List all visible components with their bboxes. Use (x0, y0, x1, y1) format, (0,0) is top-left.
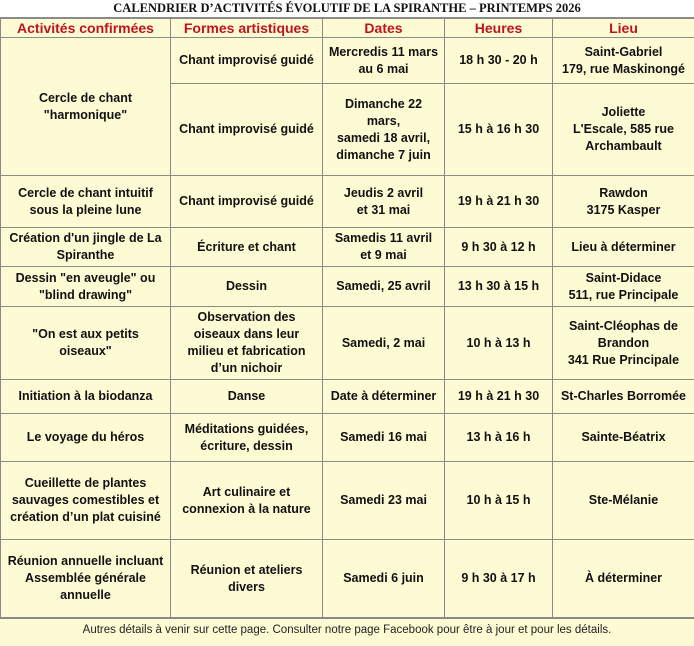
activity-cell (1, 540, 171, 618)
location-cell-line: Archambault (585, 139, 662, 153)
activity-cell-line: annuelle (60, 588, 111, 602)
activity-cell (1, 307, 171, 380)
table-row (1, 414, 694, 462)
activity-cell (1, 380, 171, 414)
header-lieu: Lieu (553, 19, 694, 38)
activity-cell-line: Cercle de chant (38, 90, 133, 105)
location-cell-line: 341 Rue Principale (567, 352, 680, 367)
location-cell (553, 414, 694, 462)
activity-cell-line: Initiation à la biodanza (18, 389, 153, 403)
hours-cell: 19 h à 21 h 30 (445, 380, 553, 414)
hours-cell: 10 h à 15 h (445, 462, 553, 540)
dates-cell (323, 462, 445, 540)
table-body (1, 38, 694, 618)
location-cell-line: St-Charles Borromée (560, 389, 687, 403)
table-row (1, 176, 694, 228)
table-row (1, 540, 694, 618)
header-heures: Heures (445, 19, 553, 38)
form-cell-line: d’un nichoir (210, 361, 283, 375)
location-cell-line: 3175 Kasper (586, 202, 661, 217)
hours-cell: 15 h à 16 h 30 (445, 84, 553, 176)
activity-cell-line: Spiranthe (56, 248, 115, 262)
form-cell-line: Dessin (226, 279, 267, 293)
form-cell-line: connexion à la nature (182, 501, 311, 516)
location-cell-line: Lieu à déterminer (571, 239, 676, 254)
dates-cell-line: Date à déterminer (330, 389, 437, 403)
location-cell-line: Sainte-Béatrix (581, 430, 666, 444)
activity-cell-line: "blind drawing" (38, 287, 133, 302)
location-cell (553, 84, 694, 176)
table-row (1, 307, 694, 380)
activity-cell (1, 228, 171, 267)
dates-cell-line: Samedis 11 avril (334, 231, 433, 245)
form-cell (171, 228, 323, 267)
location-cell (553, 462, 694, 540)
location-cell-line: Ste-Mélanie (588, 493, 659, 507)
hours-cell: 9 h 30 à 12 h (445, 228, 553, 267)
location-cell-line: L'Escale, 585 rue (573, 122, 674, 136)
dates-cell-line: dimanche 7 juin (336, 147, 431, 162)
dates-cell (323, 38, 445, 84)
dates-cell-line: Mercredis 11 mars (328, 44, 439, 59)
form-cell (171, 38, 323, 84)
location-cell (553, 267, 694, 307)
header-row (1, 19, 694, 38)
dates-cell (323, 267, 445, 307)
form-cell-line: Danse (227, 389, 266, 403)
form-cell-line: divers (228, 579, 265, 594)
activity-cell (1, 267, 171, 307)
hours-cell: 13 h 30 à 15 h (445, 267, 553, 307)
dates-cell-line: samedi 18 avril, (336, 130, 431, 145)
form-cell-line: Écriture et chant (197, 239, 296, 254)
hours-cell: 10 h à 13 h (445, 307, 553, 380)
activity-cell (1, 414, 171, 462)
dates-cell (323, 540, 445, 618)
activity-cell-line: sous la pleine lune (29, 202, 142, 217)
form-cell-line: Art culinaire et (202, 484, 291, 499)
form-cell (171, 414, 323, 462)
dates-cell (323, 176, 445, 228)
header-dates: Dates (323, 19, 445, 38)
activity-cell (1, 462, 171, 540)
form-cell (171, 380, 323, 414)
form-cell-line: Chant improvisé guidé (179, 194, 314, 208)
dates-cell-line: Samedi, 25 avril (336, 279, 431, 293)
dates-cell (323, 380, 445, 414)
activity-cell-line: Le voyage du héros (26, 430, 145, 444)
form-cell (171, 267, 323, 307)
location-cell (553, 38, 694, 84)
dates-cell-line: et 31 mai (356, 202, 411, 217)
form-cell (171, 307, 323, 380)
page-title: CALENDRIER D’ACTIVITÉS ÉVOLUTIF DE LA SPIRANTHE – PRINTEMPS 2026 (0, 0, 694, 18)
table-row (1, 462, 694, 540)
dates-cell (323, 84, 445, 176)
activity-cell-line: "harmonique" (43, 107, 128, 122)
dates-cell-line: Dimanche 22 (344, 96, 423, 111)
form-cell (171, 462, 323, 540)
form-cell-line: Chant improvisé guidé (179, 122, 314, 136)
activity-cell-line: Dessin "en aveugle" ou (15, 270, 156, 285)
location-cell-line: 511, rue Principale (568, 287, 679, 302)
activity-cell-line: "On est aux petits (32, 327, 139, 341)
location-cell (553, 307, 694, 380)
form-cell-line: Observation des (197, 310, 296, 324)
activity-cell-line: Réunion annuelle incluant (7, 554, 164, 568)
activities-table (0, 18, 694, 618)
location-cell-line: Brandon (597, 335, 650, 350)
table-row (1, 38, 694, 84)
activity-cell-line: Création d'un jingle de La (9, 231, 162, 245)
form-cell (171, 84, 323, 176)
table-row (1, 228, 694, 267)
hours-cell: 9 h 30 à 17 h (445, 540, 553, 618)
footer-note: Autres détails à venir sur cette page. Consulter notre page Facebook pour être à jour et pour les détails. (0, 618, 694, 641)
dates-cell-line: et 9 mai (360, 248, 407, 262)
dates-cell-line: Jeudis 2 avril (343, 185, 424, 200)
activity-cell-line: oiseaux" (59, 344, 112, 358)
hours-cell: 19 h à 21 h 30 (445, 176, 553, 228)
header-formes: Formes artistiques (171, 19, 323, 38)
dates-cell-line: Samedi 16 mai (340, 430, 427, 444)
location-cell-line: Rawdon (599, 185, 648, 200)
dates-cell (323, 414, 445, 462)
location-cell-line: Saint-Cléophas de (568, 318, 679, 333)
activity-cell-line: Cercle de chant intuitif (18, 185, 153, 200)
form-cell (171, 176, 323, 228)
location-cell-line: 179, rue Maskinongé (562, 61, 685, 76)
location-cell (553, 176, 694, 228)
location-cell (553, 540, 694, 618)
location-cell-line: À déterminer (584, 571, 663, 585)
form-cell-line: Chant improvisé guidé (179, 53, 314, 67)
location-cell (553, 228, 694, 267)
header-activites: Activités confirmées (1, 19, 171, 38)
location-cell (553, 380, 694, 414)
location-cell-line: Joliette (601, 105, 646, 119)
activity-cell-line: Assemblée générale (25, 571, 146, 585)
form-cell-line: Réunion et ateliers (190, 562, 303, 577)
location-cell-line: Saint-Gabriel (584, 44, 663, 59)
dates-cell-line: au 6 mai (358, 61, 409, 76)
form-cell-line: Méditations guidées, (184, 421, 309, 436)
activity-cell-line: Cueillette de plantes (24, 476, 147, 490)
dates-cell-line: Samedi 23 mai (340, 493, 427, 507)
activity-cell-line: création d’un plat cuisiné (10, 510, 161, 524)
form-cell-line: écriture, dessin (200, 438, 293, 453)
activity-cell (1, 176, 171, 228)
dates-cell-line: mars, (366, 113, 401, 128)
form-cell-line: milieu et fabrication (187, 344, 306, 358)
form-cell-line: oiseaux dans leur (193, 327, 300, 341)
form-cell (171, 540, 323, 618)
dates-cell (323, 307, 445, 380)
hours-cell: 18 h 30 - 20 h (445, 38, 553, 84)
activity-cell-line: sauvages comestibles et (11, 493, 160, 507)
table-row (1, 267, 694, 307)
dates-cell-line: Samedi 6 juin (343, 571, 424, 585)
dates-cell-line: Samedi, 2 mai (341, 335, 426, 350)
dates-cell (323, 228, 445, 267)
table-row (1, 380, 694, 414)
activity-cell (1, 38, 171, 176)
hours-cell: 13 h à 16 h (445, 414, 553, 462)
location-cell-line: Saint-Didace (585, 270, 662, 285)
